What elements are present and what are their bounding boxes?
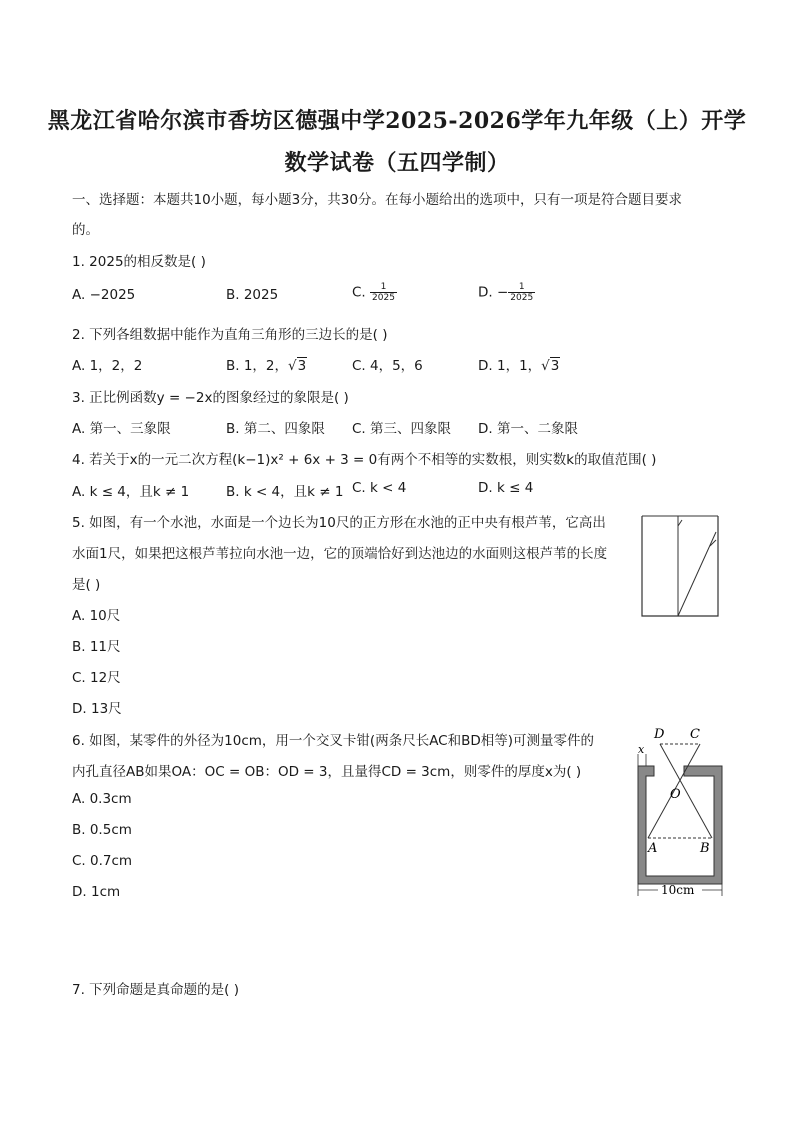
q3-option-c: C. 第三、四象限 (352, 421, 452, 437)
pond-reed-figure (636, 512, 726, 620)
label-o: O (670, 787, 681, 802)
q4-option-d: D. k ≤ 4 (478, 480, 534, 496)
q2-d-sqrt: √3 (541, 358, 560, 374)
q1-option-c-label: C. (352, 284, 366, 301)
q4-option-c: C. k < 4 (352, 480, 407, 496)
q5-stem-line3: 是( ) (72, 577, 101, 593)
q5-option-d: D. 13尺 (72, 701, 122, 717)
q4-option-a: A. k ≤ 4，且k ≠ 1 (72, 484, 190, 500)
section-instructions-line2: 的。 (72, 222, 99, 238)
q3-option-a: A. 第一、三象限 (72, 421, 171, 437)
q1-option-a: A. −2025 (72, 287, 136, 303)
q1-stem: 1. 2025的相反数是( ) (72, 254, 206, 270)
q1-option-d-label: D. − (478, 284, 509, 301)
label-b: B (700, 841, 710, 856)
q6-option-b: B. 0.5cm (72, 822, 132, 838)
q7-stem: 7. 下列命题是真命题的是( ) (72, 982, 239, 998)
q2-b-sqrt: √3 (288, 358, 307, 374)
part-body (638, 766, 722, 884)
q1-d-denominator: 2025 (510, 293, 534, 303)
q6-option-d: D. 1cm (72, 884, 121, 900)
q2-option-c: C. 4，5，6 (352, 358, 423, 374)
q1-option-d-fraction (508, 282, 535, 303)
section-instructions-line1: 一、选择题：本题共10小题，每小题3分，共30分。在每小题给出的选项中，只有一项是符合题目要求 (72, 192, 682, 208)
reed-leaf-1 (678, 520, 682, 526)
title-line-1: 黑龙江省哈尔滨市香坊区德强中学2025-2026学年九年级（上）开学 (47, 108, 747, 134)
label-d: D (654, 727, 665, 742)
q1-d-numerator: 1 (508, 282, 535, 293)
q1-c-denominator: 2025 (372, 293, 395, 303)
q6-stem-line2: 内孔直径AB如果OA：OC = OB：OD = 3，且量得CD = 3cm，则零件的厚度x为( ) (72, 764, 582, 780)
pond-outline (642, 516, 718, 616)
label-a: A (648, 841, 658, 856)
q2-option-d-label: D. 1，1， (478, 358, 542, 374)
q2-option-b-label: B. 1，2， (226, 358, 289, 374)
q4-stem: 4. 若关于x的一元二次方程(k−1)x² + 6x + 3 = 0有两个不相等的实数根，则实数k的取值范围( ) (72, 452, 657, 468)
q2-option-a: A. 1，2，2 (72, 358, 143, 374)
reed-tilted (678, 532, 716, 616)
q2-option-b (226, 354, 307, 374)
q2-b-radicand: 3 (297, 358, 307, 374)
q3-stem: 3. 正比例函数y = −2x的图象经过的象限是( ) (72, 390, 349, 406)
q6-option-c: C. 0.7cm (72, 853, 133, 869)
q5-option-a: A. 10尺 (72, 608, 121, 624)
q2-stem: 2. 下列各组数据中能作为直角三角形的三边长的是( ) (72, 327, 388, 343)
q5-stem-line1: 5. 如图，有一个水池，水面是一个边长为10尺的正方形在水池的正中央有根芦苇，它高出 (72, 515, 606, 531)
q3-option-d: D. 第一、二象限 (478, 421, 578, 437)
title-line-2: 数学试卷（五四学制） (284, 150, 510, 176)
q3-option-b: B. 第二、四象限 (226, 421, 325, 437)
q5-stem-line2: 水面1尺，如果把这根芦苇拉向水池一边，它的顶端恰好到达池边的水面则这根芦苇的长度 (72, 546, 608, 562)
caliper-bd (660, 744, 712, 838)
q4-option-b: B. k < 4，且k ≠ 1 (226, 484, 344, 500)
q2-option-d (478, 354, 560, 374)
q1-c-numerator: 1 (370, 282, 397, 293)
q5-option-c: C. 12尺 (72, 670, 121, 686)
q1-option-c-fraction (370, 282, 397, 303)
q6-option-a: A. 0.3cm (72, 791, 132, 807)
q5-option-b: B. 11尺 (72, 639, 121, 655)
q1-option-c (352, 282, 397, 303)
q2-d-radicand: 3 (550, 358, 560, 374)
label-x: x (638, 743, 645, 756)
q1-option-d (478, 282, 535, 303)
label-width: 10cm (661, 883, 695, 897)
q6-stem-line1: 6. 如图，某零件的外径为10cm，用一个交叉卡钳(两条尺长AC和BD相等)可测量零件的 (72, 733, 595, 749)
q1-option-b: B. 2025 (226, 287, 279, 303)
label-c: C (690, 727, 700, 742)
calipers-part-figure (630, 726, 730, 898)
